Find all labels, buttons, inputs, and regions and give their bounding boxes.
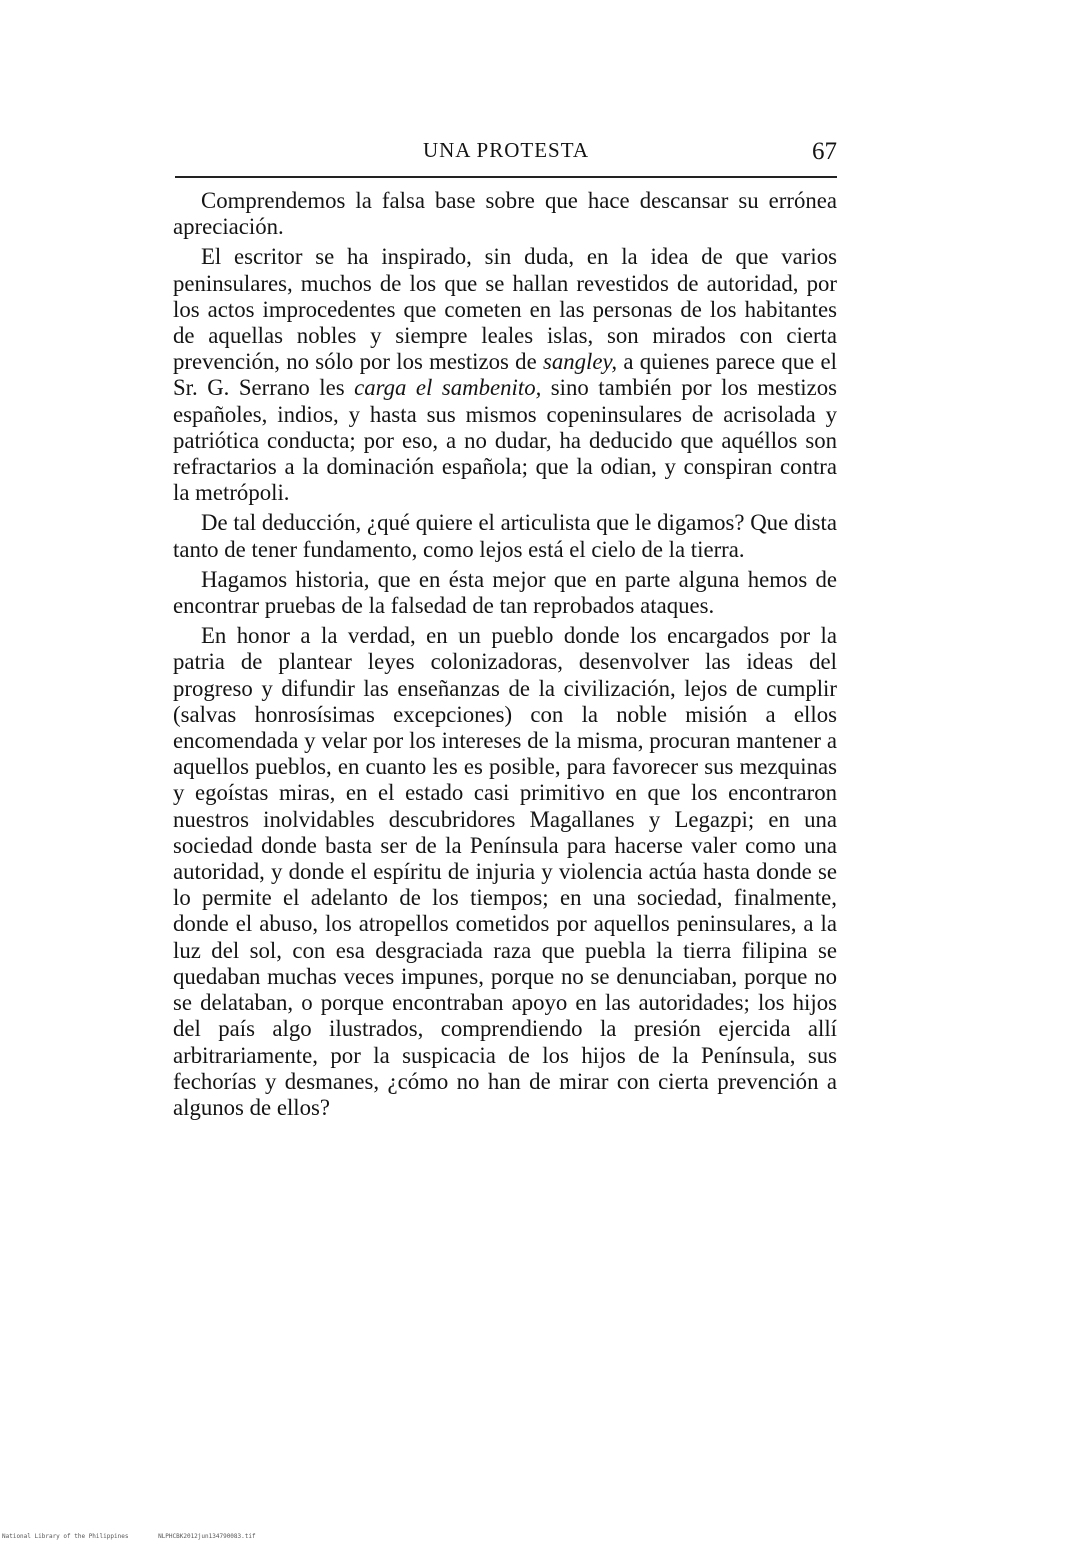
text-run: Hagamos historia, que en ésta mejor que en parte alguna hemos de encontrar pruebas de la falsedad de tan reprobados ataques. bbox=[173, 566, 837, 619]
italic-text-run: sangley, bbox=[542, 349, 618, 375]
header-rule bbox=[175, 176, 837, 178]
text-run: Comprendemos la falsa base sobre que hace descansar su errónea apreciación. bbox=[173, 188, 837, 240]
body-text bbox=[173, 188, 837, 1121]
paragraph bbox=[173, 567, 837, 619]
text-run: En honor a la verdad, en un pueblo donde los encargados por la patria de plantear leyes colonizadoras, desenvolver las ideas del progreso y difundir las enseñanzas de la civilización, lejos de cumplir (salvas honrosísimas excepciones) con la noble misión a ellos encomendada y velar por los intereses de la misma, procuran mantener a aquellos pueblos, en cuanto les es posible, para favorecer sus mezquinas y egoístas miras, en el estado casi primitivo en que los encontraron nuestros inolvidables descubridores Magallanes y Legazpi; en una sociedad donde basta ser de la Península para hacerse valer como una autoridad, y donde el espíritu de injuria y violencia actúa hasta donde se lo permite el adelanto de los tiempos; en una sociedad, finalmente, donde el abuso, los atropellos cometidos por aquellos peninsulares, a la luz del sol, con esa desgraciada raza que puebla la tierra filipina se quedaban muchas veces impunes, porque no se denunciaban, porque no se delataban, o porque encontraban apoyo en las autoridades; los hijos del país algo ilustrados, comprendiendo la presión ejercida allí arbitrariamente, por la suspicacia de los hijos de la Península, sus fechorías y desmanes, ¿cómo no han de mirar con cierta prevención a algunos de ellos? bbox=[173, 623, 837, 1120]
scan-footer bbox=[2, 1533, 256, 1541]
paragraph bbox=[173, 244, 837, 506]
page-number: 67 bbox=[812, 138, 837, 165]
library-credit: National Library of the Philippines bbox=[2, 1533, 129, 1540]
text-run: El escritor se ha inspirado, sin duda, en la idea de que varios peninsulares, muchos de los que se hallan revestidos de autoridad, por los actos improcedentes que cometen en las personas de los habitantes de aquellas nobles y siempre leales islas, son mirados con cierta prevención, no sólo por los mestizos de bbox=[173, 244, 837, 375]
paragraph bbox=[173, 188, 837, 240]
italic-text-run: carga el sambenito, bbox=[354, 375, 542, 401]
text-run: De tal deducción, ¿qué quiere el articulista que le digamos? Que dista tanto de tener fundamento, como lejos está el cielo de la tierra. bbox=[173, 510, 837, 562]
paragraph bbox=[173, 510, 837, 562]
paragraph bbox=[173, 623, 837, 1121]
text-run: sino también por los mestizos españoles, indios, y hasta sus mismos copeninsulares de acrisolada y patriótica conducta; por eso, a no dudar, ha deducido que aquéllos son refractarios a la dominación española; que la odian, y conspiran contra la metrópoli. bbox=[173, 375, 837, 506]
running-title: UNA PROTESTA bbox=[422, 138, 590, 162]
running-header bbox=[175, 138, 837, 172]
scan-file-id: NLPHCBK2012jun134790083.tif bbox=[158, 1533, 256, 1540]
text-run: a quienes parece que el Sr. G. Serrano les bbox=[173, 349, 838, 401]
